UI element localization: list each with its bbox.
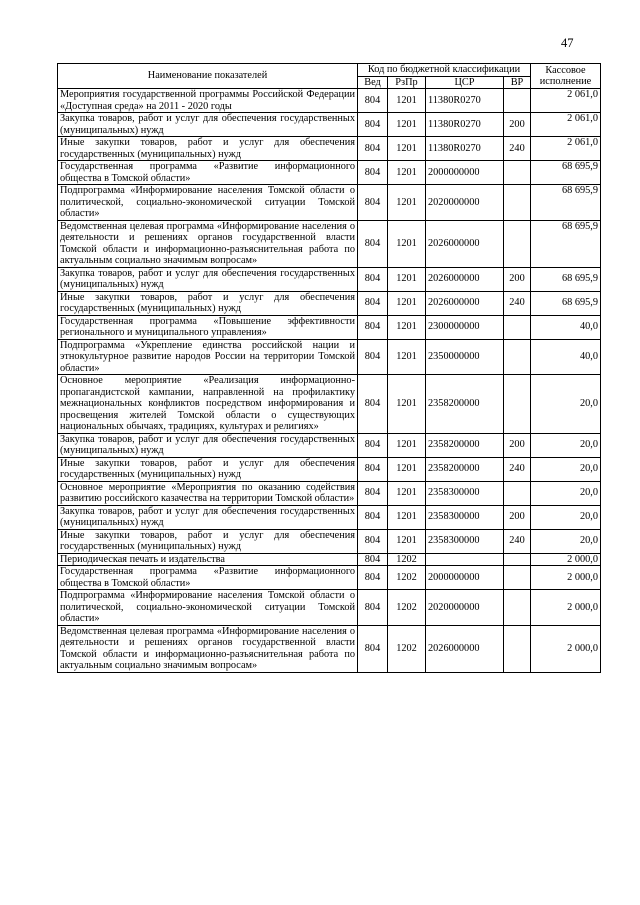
row-amount: 2 061,0 bbox=[531, 89, 601, 113]
row-rzpr: 1201 bbox=[388, 433, 426, 457]
row-csr: 2300000000 bbox=[426, 315, 504, 339]
row-vr bbox=[504, 566, 531, 590]
row-csr: 2026000000 bbox=[426, 267, 504, 291]
row-rzpr: 1201 bbox=[388, 481, 426, 505]
table-row bbox=[58, 339, 601, 375]
table-row bbox=[58, 267, 601, 291]
row-rzpr: 1202 bbox=[388, 590, 426, 626]
row-ved: 804 bbox=[358, 315, 388, 339]
row-rzpr: 1201 bbox=[388, 529, 426, 553]
row-ved: 804 bbox=[358, 339, 388, 375]
row-vr: 200 bbox=[504, 433, 531, 457]
table-row bbox=[58, 566, 601, 590]
table-row bbox=[58, 505, 601, 529]
table-row bbox=[58, 529, 601, 553]
row-amount: 68 695,9 bbox=[531, 267, 601, 291]
row-vr bbox=[504, 185, 531, 221]
row-ved: 804 bbox=[358, 291, 388, 315]
table-row bbox=[58, 590, 601, 626]
row-rzpr: 1201 bbox=[388, 291, 426, 315]
row-rzpr: 1201 bbox=[388, 137, 426, 161]
row-csr: 11380R0270 bbox=[426, 137, 504, 161]
row-csr: 2026000000 bbox=[426, 220, 504, 267]
row-amount: 20,0 bbox=[531, 481, 601, 505]
row-vr: 240 bbox=[504, 529, 531, 553]
row-name: Подпрограмма «Информирование населения Томской области о политической, социально-экономической ситуации Томской области» bbox=[58, 185, 358, 221]
header-csr: ЦСР bbox=[426, 76, 504, 89]
row-vr bbox=[504, 375, 531, 434]
row-ved: 804 bbox=[358, 481, 388, 505]
row-rzpr: 1201 bbox=[388, 161, 426, 185]
header-name: Наименование показателей bbox=[58, 64, 358, 89]
row-vr bbox=[504, 590, 531, 626]
row-csr: 2026000000 bbox=[426, 625, 504, 672]
header-amount: Кассовое исполнение bbox=[531, 64, 601, 89]
row-vr bbox=[504, 553, 531, 566]
row-csr: 2358300000 bbox=[426, 505, 504, 529]
row-vr: 200 bbox=[504, 113, 531, 137]
row-vr: 240 bbox=[504, 137, 531, 161]
header-rzpr: РзПр bbox=[388, 76, 426, 89]
table-row bbox=[58, 315, 601, 339]
row-name: Закупка товаров, работ и услуг для обеспечения государственных (муниципальных) нужд bbox=[58, 505, 358, 529]
row-ved: 804 bbox=[358, 529, 388, 553]
row-rzpr: 1201 bbox=[388, 113, 426, 137]
row-name: Закупка товаров, работ и услуг для обеспечения государственных (муниципальных) нужд bbox=[58, 433, 358, 457]
header-code-group: Код по бюджетной классификации bbox=[358, 64, 531, 77]
row-amount: 2 061,0 bbox=[531, 137, 601, 161]
page-number: 47 bbox=[561, 36, 574, 50]
table-row bbox=[58, 457, 601, 481]
row-name: Подпрограмма «Информирование населения Томской области о политической, социально-экономической ситуации Томской области» bbox=[58, 590, 358, 626]
row-csr: 2358200000 bbox=[426, 375, 504, 434]
row-ved: 804 bbox=[358, 220, 388, 267]
row-ved: 804 bbox=[358, 89, 388, 113]
row-amount: 2 000,0 bbox=[531, 566, 601, 590]
row-csr: 2358300000 bbox=[426, 481, 504, 505]
row-name: Государственная программа «Развитие информационного общества в Томской области» bbox=[58, 161, 358, 185]
row-vr bbox=[504, 89, 531, 113]
table-row bbox=[58, 291, 601, 315]
row-csr bbox=[426, 553, 504, 566]
row-name: Иные закупки товаров, работ и услуг для обеспечения государственных (муниципальных) нужд bbox=[58, 291, 358, 315]
row-amount: 68 695,9 bbox=[531, 220, 601, 267]
row-ved: 804 bbox=[358, 185, 388, 221]
row-amount: 20,0 bbox=[531, 529, 601, 553]
row-vr bbox=[504, 161, 531, 185]
row-vr: 200 bbox=[504, 505, 531, 529]
row-name: Государственная программа «Развитие информационного общества в Томской области» bbox=[58, 566, 358, 590]
row-amount: 40,0 bbox=[531, 315, 601, 339]
row-rzpr: 1201 bbox=[388, 375, 426, 434]
table-row bbox=[58, 220, 601, 267]
row-name: Подпрограмма «Укрепление единства российской нации и этнокультурное развитие народов России на территории Томской области» bbox=[58, 339, 358, 375]
table-row bbox=[58, 625, 601, 672]
row-amount: 40,0 bbox=[531, 339, 601, 375]
table-row bbox=[58, 113, 601, 137]
row-rzpr: 1201 bbox=[388, 457, 426, 481]
row-ved: 804 bbox=[358, 161, 388, 185]
row-ved: 804 bbox=[358, 625, 388, 672]
row-vr bbox=[504, 625, 531, 672]
row-name: Закупка товаров, работ и услуг для обеспечения государственных (муниципальных) нужд bbox=[58, 113, 358, 137]
row-rzpr: 1201 bbox=[388, 267, 426, 291]
row-name: Периодическая печать и издательства bbox=[58, 553, 358, 566]
row-amount: 20,0 bbox=[531, 505, 601, 529]
row-ved: 804 bbox=[358, 267, 388, 291]
row-rzpr: 1202 bbox=[388, 566, 426, 590]
row-name: Иные закупки товаров, работ и услуг для обеспечения государственных (муниципальных) нужд bbox=[58, 137, 358, 161]
row-name: Иные закупки товаров, работ и услуг для обеспечения государственных (муниципальных) нужд bbox=[58, 457, 358, 481]
row-amount: 20,0 bbox=[531, 375, 601, 434]
row-csr: 2020000000 bbox=[426, 590, 504, 626]
row-name: Ведомственная целевая программа «Информирование населения о деятельности и решениях органов государственной власти Томской области и информационно-разъяснительная работа по актуальным социально значимым вопросам» bbox=[58, 625, 358, 672]
table-row bbox=[58, 375, 601, 434]
row-ved: 804 bbox=[358, 113, 388, 137]
row-csr: 2358200000 bbox=[426, 457, 504, 481]
row-amount: 2 061,0 bbox=[531, 113, 601, 137]
row-rzpr: 1202 bbox=[388, 625, 426, 672]
table-body bbox=[58, 89, 601, 673]
table-row bbox=[58, 185, 601, 221]
table-row bbox=[58, 89, 601, 113]
row-name: Мероприятия государственной программы Российской Федерации «Доступная среда» на 2011 - 2020 годы bbox=[58, 89, 358, 113]
row-csr: 2000000000 bbox=[426, 566, 504, 590]
row-rzpr: 1201 bbox=[388, 339, 426, 375]
table-row bbox=[58, 433, 601, 457]
row-name: Основное мероприятие «Мероприятия по оказанию содействия развитию российского казачества на территории Томской области» bbox=[58, 481, 358, 505]
row-csr: 11380R0270 bbox=[426, 89, 504, 113]
row-csr: 2358200000 bbox=[426, 433, 504, 457]
row-ved: 804 bbox=[358, 137, 388, 161]
row-csr: 2358300000 bbox=[426, 529, 504, 553]
budget-table bbox=[57, 63, 601, 673]
row-amount: 2 000,0 bbox=[531, 553, 601, 566]
row-vr bbox=[504, 481, 531, 505]
row-ved: 804 bbox=[358, 590, 388, 626]
row-amount: 2 000,0 bbox=[531, 590, 601, 626]
row-amount: 20,0 bbox=[531, 457, 601, 481]
row-vr bbox=[504, 339, 531, 375]
header-ved: Вед bbox=[358, 76, 388, 89]
row-rzpr: 1201 bbox=[388, 89, 426, 113]
row-name: Иные закупки товаров, работ и услуг для обеспечения государственных (муниципальных) нужд bbox=[58, 529, 358, 553]
row-name: Ведомственная целевая программа «Информирование населения о деятельности и решениях органов государственной власти Томской области и информационно-разъяснительная работа по актуальным социально значимым вопросам» bbox=[58, 220, 358, 267]
row-amount: 68 695,9 bbox=[531, 291, 601, 315]
row-rzpr: 1201 bbox=[388, 505, 426, 529]
row-csr: 2020000000 bbox=[426, 185, 504, 221]
table-row bbox=[58, 481, 601, 505]
row-vr: 200 bbox=[504, 267, 531, 291]
row-amount: 2 000,0 bbox=[531, 625, 601, 672]
row-ved: 804 bbox=[358, 553, 388, 566]
row-csr: 2000000000 bbox=[426, 161, 504, 185]
row-name: Государственная программа «Повышение эффективности регионального и муниципального управления» bbox=[58, 315, 358, 339]
row-amount: 68 695,9 bbox=[531, 185, 601, 221]
row-vr: 240 bbox=[504, 457, 531, 481]
row-rzpr: 1201 bbox=[388, 315, 426, 339]
row-ved: 804 bbox=[358, 505, 388, 529]
row-name: Закупка товаров, работ и услуг для обеспечения государственных (муниципальных) нужд bbox=[58, 267, 358, 291]
row-amount: 20,0 bbox=[531, 433, 601, 457]
table-row bbox=[58, 161, 601, 185]
row-name: Основное мероприятие «Реализация информационно-пропагандистской кампании, направленной на профилактику межнациональных конфликтов посредством информирования и просвещения жителей Томской области о существующих национальных обычаях, традициях, культурах и религиях» bbox=[58, 375, 358, 434]
row-rzpr: 1202 bbox=[388, 553, 426, 566]
header-vr: ВР bbox=[504, 76, 531, 89]
row-ved: 804 bbox=[358, 566, 388, 590]
row-ved: 804 bbox=[358, 375, 388, 434]
table-row bbox=[58, 137, 601, 161]
row-rzpr: 1201 bbox=[388, 185, 426, 221]
table-row bbox=[58, 553, 601, 566]
row-csr: 2026000000 bbox=[426, 291, 504, 315]
row-vr bbox=[504, 315, 531, 339]
row-csr: 11380R0270 bbox=[426, 113, 504, 137]
row-vr: 240 bbox=[504, 291, 531, 315]
row-ved: 804 bbox=[358, 433, 388, 457]
row-vr bbox=[504, 220, 531, 267]
row-amount: 68 695,9 bbox=[531, 161, 601, 185]
row-rzpr: 1201 bbox=[388, 220, 426, 267]
row-csr: 2350000000 bbox=[426, 339, 504, 375]
row-ved: 804 bbox=[358, 457, 388, 481]
